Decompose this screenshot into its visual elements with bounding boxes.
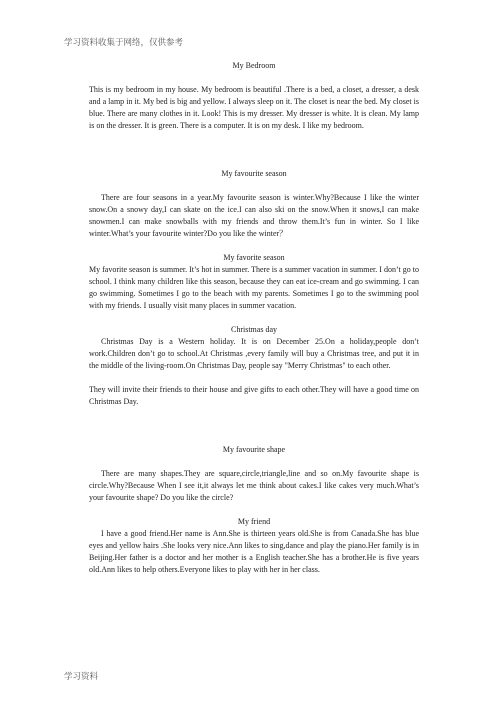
bedroom-paragraph: This is my bedroom in my house. My bedroom is beautiful .There is a bed, a closet, a dresser, a desk and a lamp in it. My bed is big and yellow. I always sleep on it. The closet is near the bed. My closet is blue. There are many clothes in it. Look! This is my dresser. My dresser is white. It is clean. My lamp is on the dresser. It is green. There is a computer. It is on my desk. I like my bedroom. [89,85,419,130]
friend-paragraph: I have a good friend.Her name is Ann.She is thirteen years old.She is from Canada.She has blue eyes and yellow hairs .She looks very nice.Ann likes to sing,dance and play the piano.Her family is in Beijing.Her father is a doctor and her mother is a English teacher.She has a brother.He is five years old.Ann likes to help others.Everyone likes to play with her in her class. [89,529,419,574]
section-title-friend: My friend [237,517,271,526]
shape-paragraph: There are many shapes.They are square,circle,triangle,line and so on.My favourite shape is circle.Why?Because When I see it,it always let me think about cakes.I like cakes very much.What’s your favourite shape? Do you like the circle? [89,469,419,502]
christmas-paragraph-2: They will invite their friends to their house and give gifts to each other.They will have a good time on Christmas Day. [89,385,419,406]
section-title-christmas: Christmas day [231,325,277,334]
summer-paragraph: My favorite season is summer. It’s hot in summer. There is a summer vacation in summer. I don’t go to school. I think many children like this season, because they can eat ice-cream and go swimming. I can go swimming. Sometimes I go to the beach with my parents. Sometimes I go to the swimming pool with my friends. I usually visit many places in summer vacation. [89,265,419,310]
winter-paragraph: There are four seasons in a year.My favourite season is winter.Why?Because I like the winter snow.On a snowy day,I can skate on the ice.I can also ski on the snow.When it snows,I can make snowmen.I can make snowballs with my friends and throw them.It’s fun in winter. So I like winter.What’s your favourite winter?Do you like the winter？ [89,193,419,238]
document-body [89,60,419,576]
section-title-summer: My favorite season [223,253,285,262]
section-title-winter: My favourite season [221,169,287,178]
page-header: 学习资料收集于网络，仅供参考 [64,37,184,47]
christmas-paragraph-1: Christmas Day is a Western holiday. It is on December 25.On a holiday,people don’t work.Children don’t go to school.At Christmas ,every family will buy a Christmas tree, and put it in the middle of the living-room.On Christmas Day, people say "Merry Christmas" to each other. [89,337,419,370]
section-title-shape: My favourite shape [222,445,286,454]
section-title-bedroom: My Bedroom [232,61,276,70]
page-footer: 学习资料 [64,671,99,681]
